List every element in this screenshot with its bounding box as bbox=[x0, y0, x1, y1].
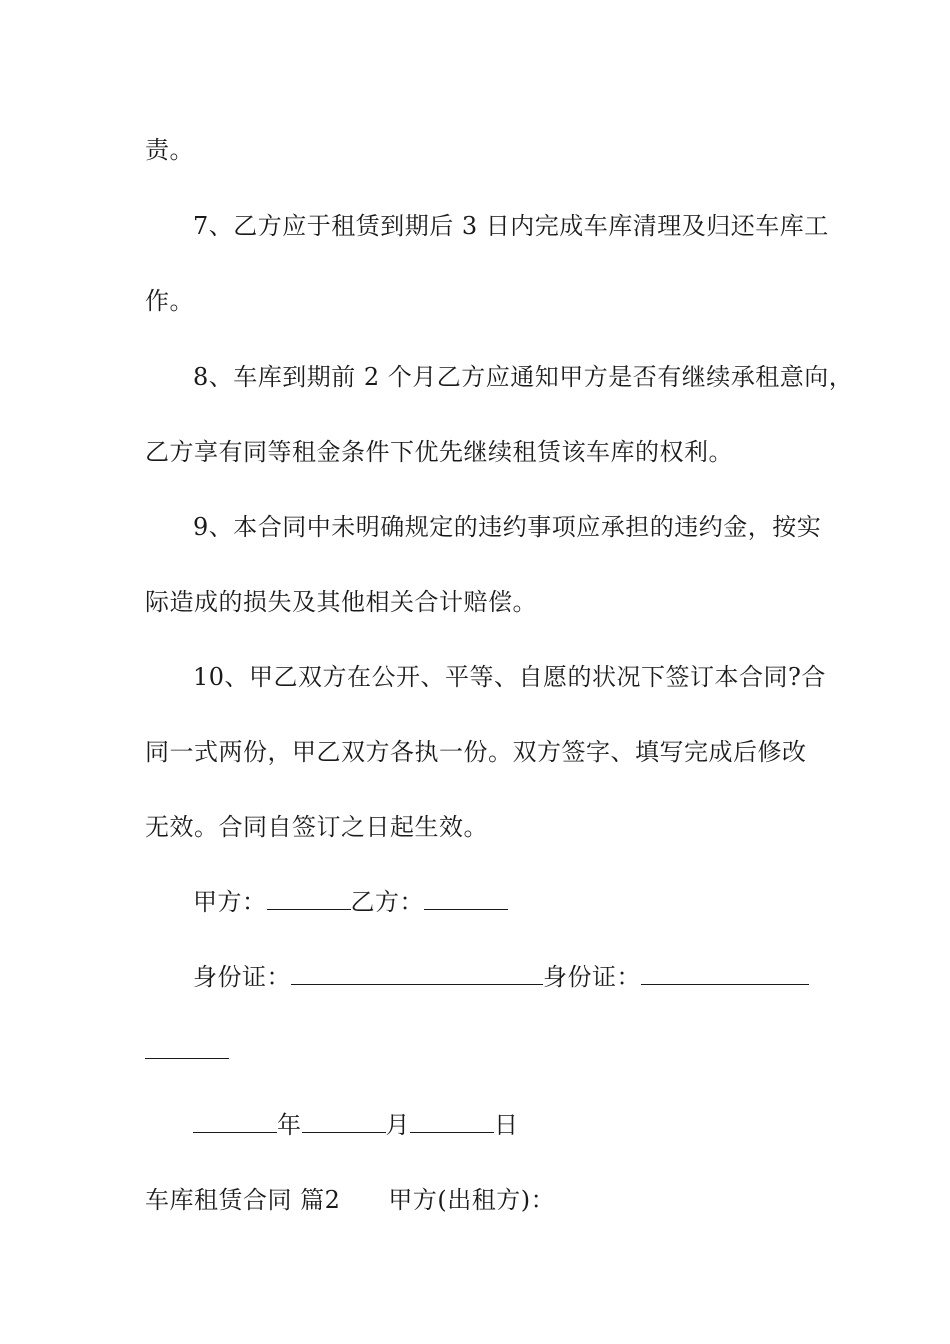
id-label-b: 身份证： bbox=[543, 963, 641, 991]
day-label: 日 bbox=[494, 1111, 519, 1139]
month-label: 月 bbox=[385, 1111, 410, 1139]
clause-9: 9、本合同中未明确规定的违约事项应承担的违约金，按实 bbox=[193, 513, 822, 541]
text-line: 责。 bbox=[145, 136, 194, 164]
id-row bbox=[193, 962, 809, 992]
year-blank[interactable] bbox=[193, 1110, 277, 1133]
year-label: 年 bbox=[277, 1111, 302, 1139]
id-label-a: 身份证： bbox=[193, 963, 291, 991]
party-b-blank[interactable] bbox=[424, 887, 508, 910]
next-contract-heading bbox=[145, 1185, 555, 1215]
lessor-label: 甲方(出租方)： bbox=[388, 1186, 556, 1214]
text-line: 作。 bbox=[145, 287, 194, 315]
text-line: 乙方享有同等租金条件下优先继续租赁该车库的权利。 bbox=[145, 438, 733, 466]
day-blank[interactable] bbox=[410, 1110, 494, 1133]
party-signature-row bbox=[193, 887, 508, 917]
party-b-label: 乙方： bbox=[350, 888, 424, 916]
date-row bbox=[193, 1110, 519, 1140]
section-title: 车库租赁合同 篇2 bbox=[145, 1186, 341, 1214]
party-a-label: 甲方： bbox=[193, 888, 267, 916]
text-line: 同一式两份，甲乙双方各执一份。双方签字、填写完成后修改 bbox=[145, 738, 807, 766]
id-continuation-row bbox=[145, 1036, 229, 1066]
month-blank[interactable] bbox=[302, 1110, 386, 1133]
clause-8: 8、车库到期前 2 个月乙方应通知甲方是否有继续承租意向， bbox=[193, 363, 854, 391]
party-a-blank[interactable] bbox=[267, 887, 351, 910]
id-b-blank[interactable] bbox=[641, 962, 809, 985]
text-line: 际造成的损失及其他相关合计赔偿。 bbox=[145, 588, 537, 616]
id-b-blank-continued[interactable] bbox=[145, 1036, 229, 1059]
clause-10: 10、甲乙双方在公开、平等、自愿的状况下签订本合同?合 bbox=[193, 663, 826, 691]
clause-7: 7、乙方应于租赁到期后 3 日内完成车库清理及归还车库工 bbox=[193, 212, 829, 240]
text-line: 无效。合同自签订之日起生效。 bbox=[145, 813, 488, 841]
id-a-blank[interactable] bbox=[291, 962, 543, 985]
